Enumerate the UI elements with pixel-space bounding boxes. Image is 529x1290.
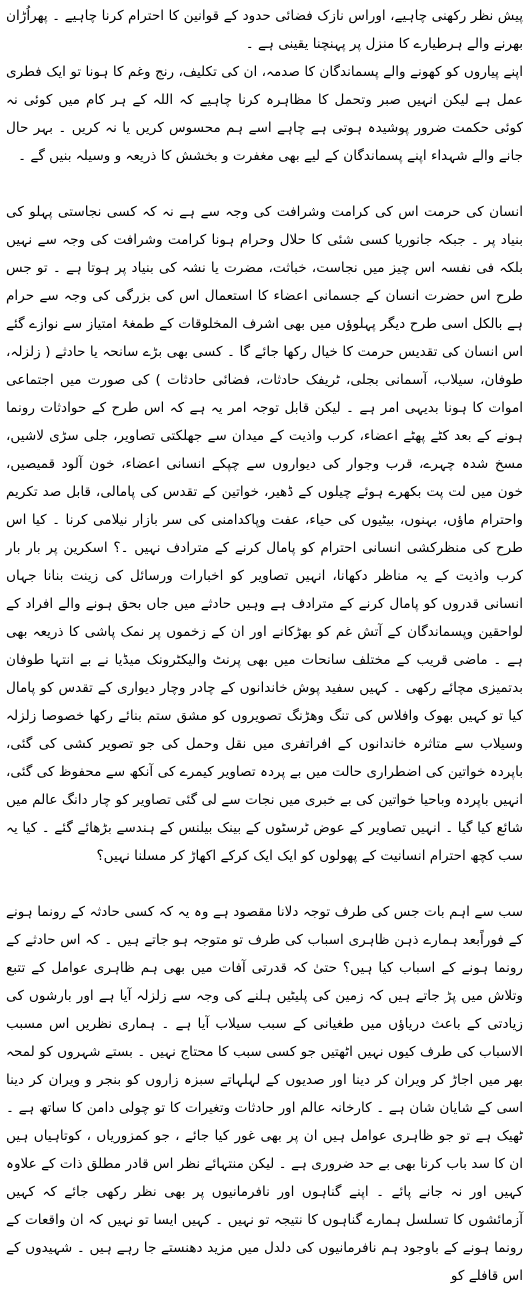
paragraph-spacer xyxy=(6,170,523,198)
paragraph-patience-bereaved: اپنے پیاروں کو کھونے والے پسماندگان کا صدمہ، ان کی تکلیف، رنج وغم کا ہونا تو ایک فطری عمل ہے لیکن انہیں صبر وتحمل کا مظاہرہ کرنا چاہیے کہ اللہ کے ہر کام میں کوئی نہ کوئی حکمت ضرور پوشیدہ ہوتی ہے چاہے اسے ہم محسوس کریں یا نہ کریں ۔ بہر حال جانے والے شہداء اپنے پسماندگان کے لیے بھی مغفرت و بخشش کا ذریعہ و وسیلہ بنیں گے ۔ xyxy=(6,64,523,164)
paragraph-spacer xyxy=(6,870,523,898)
paragraph-flight-safety: پیش نظر رکھنی چاہیے، اوراس نازک فضائی حدود کے قوانین کا احترام کرنا چاہیے ۔ پھراُڑان بھرنے والے ہرطیارے کا منزل پر پہنچنا یقینی ہے ۔ xyxy=(6,8,523,52)
paragraph-human-dignity: انسان کی حرمت اس کی کرامت وشرافت کی وجہ سے ہے نہ کہ کسی نجاستی پہلو کی بنیاد پر ۔ جبکہ جانوریا کسی شئی کا حلال وحرام ہونا کرامت وشرافت کی وجہ سے نہیں بلکہ فی نفسہ اس چیز میں نجاست، خباثت، مضرت یا نشہ کی بنیاد پر ہوتا ہے ۔ تو جس طرح اس حضرت انسان کے جسمانی اعضاء کا استعمال اس کی بزرگی کی وجہ سے حرام ہے بالکل اسی طرح دیگر پہلوؤں میں بھی اشرف المخلوقات کے طمغۂ امتیاز سے نوازے گئے اس انسان کی تقدیس حرمت کا خیال رکھا جائے گا ۔ کسی بھی بڑے سانحہ یا حادثے ( زلزلہ، طوفان، سیلاب، آسمانی بجلی، ٹریفک حادثات، فضائی حادثات ) کی صورت میں اجتماعی اموات کا ہونا بدیہی امر ہے ۔ لیکن قابل توجہ امر یہ ہے کہ اس طرح کے حوادثات رونما ہونے کے بعد کٹے پھٹے اعضاء، کرب واذیت کے میدان سے جھلکتی تصاویر، جلی سڑی لاشیں، مسخ شدہ چہرے، قرب وجوار کی دیواروں سے چپکے انسانی اعضاء، خون آلود قمیصیں، خون میں لت پت بکھرے ہوئے چیلوں کے ڈھیر، خواتین کے تقدس کی پامالی، قابل صد تکریم واحترام ماؤں، بہنوں، بیٹیوں کی حیاء، عفت وپاکدامنی کی سر بازار نیلامی کرنا ۔ کیا اس طرح کی منظرکشی انسانی احترام کو پامال کرنے کے مترادف نہیں ۔؟ اسکرین پر بار بار کرب واذیت کے یہ مناظر دکھانا، انہیں تصاویر کو اخبارات ورسائل کی زینت بنانا جہاں انسانی قدروں کو پامال کرنے کے مترادف ہے وہیں حادثے میں جاں بحق ہونے والے افراد کے لواحقین وپسماندگان کے آتش غم کو بھڑکانے اور ان کے زخموں پر نمک پاشی کا ذریعہ بھی ہے ۔ ماضی قریب کے مختلف سانحات میں بھی پرنٹ والیکٹرونک میڈیا نے بے انتہا طوفان بدتمیزی مچائے رکھی ۔ کہیں سفید پوش خاندانوں کے چادر وچار دیواری کے تقدس کو پامال کیا تو کہیں بھوک وافلاس کی تنگ وھڑنگ تصویروں کو مشق ستم بنائے رکھا خصوصا زلزلہ وسیلاب سے متاثرہ خاندانوں کے افراتفری میں نقل وحمل کی جو تصویر کشی کی گئی، باپردہ خواتین کی اضطراری حالت میں بے پردہ تصاویر کیمرے کی آنکھ سے محفوظ کی گئی، انہیں باپردہ وباحیا خواتین کی بے خبری میں نجات سے لی گئی تصاویر کو چار دانگ عالم میں شائع کیا گیا ۔ انہیں تصاویر کے عوض ٹرسٹوں کے بینک بیلنس کے ہندسے بڑھائے گئے ۔ کیا یہ سب کچھ احترام انسانیت کے پھولوں کو ایک ایک کرکے اکھاڑ کر مسلنا نہیں؟ xyxy=(6,204,523,864)
paragraph-causes-reflection: سب سے اہم بات جس کی طرف توجہ دلانا مقصود ہے وہ یہ کہ کسی حادثہ کے رونما ہونے کے فوراًبعد ہمارے ذہن ظاہری اسباب کی طرف تو متوجہ ہو جاتے ہیں ۔ کہ اس حادثے کے رونما ہونے کے اسباب کیا ہیں؟ حتیٰ کہ قدرتی آفات میں بھی ہم ظاہری عوامل کے تتبع وتلاش میں پڑ جاتے ہیں کہ زمین کی پلیٹیں ہلنے کی وجہ سے زلزلہ آیا ہے اور بارشوں کی زیادتی کے باعث دریاؤں میں طغیانی کے سبب سیلاب آیا ہے ۔ ہماری نظریں اس مسبب الاسباب کی طرف کیوں نہیں اٹھتیں جو کسی سبب کا محتاج نہیں ۔ بستے شہروں کو لمحہ بھر میں اجاڑ کر ویران کر دینا اور صدیوں کے لہلہاتے سبزہ زاروں کو بنجر و ویران کر دینا اسی کے شایان شان ہے ۔ کارخانہ عالم اور حادثات وتغیرات کا تو چولی دامن کا ساتھ ہے ۔ ٹھیک ہے تو جو ظاہری عوامل ہیں ان پر بھی غور کیا جائے ، جو کمزوریاں ، کوتاہیاں ہیں ان کا سد باب کرنا بھی بے حد ضروری ہے ۔ لیکن منتہائے نظر اس قادر مطلق ذات کے علاوہ کہیں اور نہ جانے پائے ۔ اپنے گناہوں اور نافرمانیوں پر بھی نظر رکھی جائے کہ کہیں آزمائشوں کا تسلسل ہمارے گناہوں کا نتیجہ تو نہیں ۔ کہیں ایسا تو نہیں کہ ان واقعات کے رونما ہونے کے باوجود ہم نافرمانیوں کی دلدل میں مزید دھنستے جا رہے ہیں ۔ شہیدوں کے اس قافلے کو xyxy=(6,904,523,1284)
